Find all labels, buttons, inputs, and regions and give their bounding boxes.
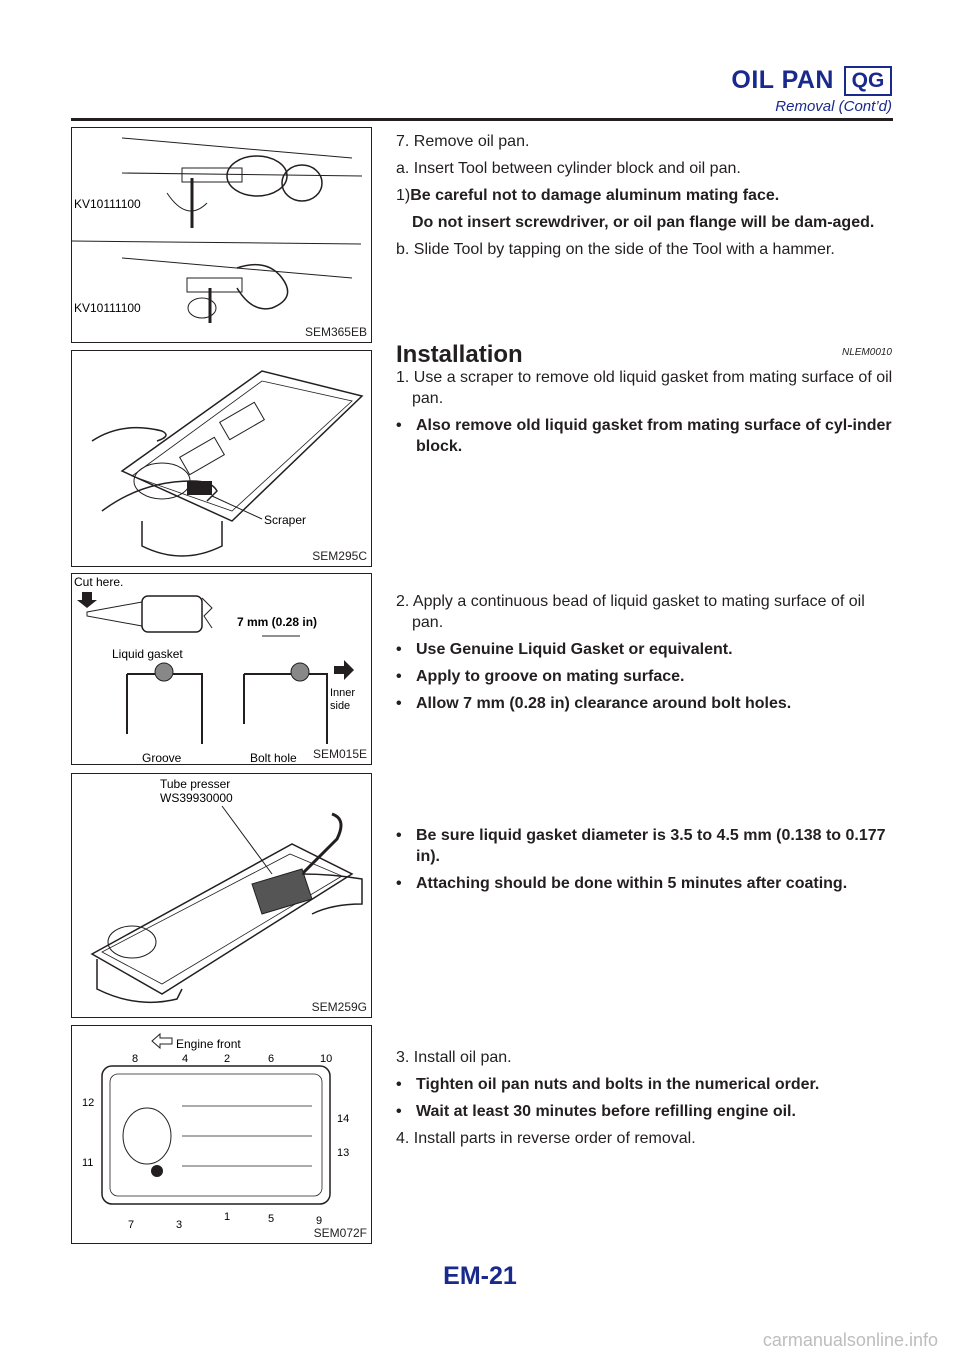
caution-2: Do not insert screwdriver, or oil pan flange will be dam-aged. — [412, 214, 875, 231]
bullet-icon: • — [396, 1076, 402, 1093]
bolt-number-2: 2 — [224, 1053, 231, 1065]
step-a: a. Insert Tool between cylinder block and oil pan. — [396, 160, 741, 177]
caution-number: 1) — [396, 187, 411, 204]
section-install-oil-pan — [396, 1047, 896, 1155]
inner-side-label-1: Inner — [330, 687, 356, 699]
bullet-text: Allow 7 mm (0.28 in) clearance around bolt holes. — [416, 695, 792, 712]
bullet-apply-groove — [396, 666, 896, 687]
bolt-number-12: 12 — [82, 1097, 95, 1109]
bullet-genuine-gasket — [396, 639, 896, 660]
step-b: b. Slide Tool by tapping on the side of the Tool with a hammer. — [396, 241, 835, 258]
bullet-icon: • — [396, 1103, 402, 1120]
caution-1 — [396, 185, 896, 206]
groove-label: Groove — [142, 751, 182, 765]
bullet-remove-gasket-block — [396, 415, 896, 457]
bolt-number-4: 4 — [182, 1053, 189, 1065]
step-2: 2. Apply a continuous bead of liquid gasket to mating surface of oil pan. — [396, 593, 865, 631]
bullet-text: Apply to groove on mating surface. — [416, 668, 685, 685]
bolt-number-7: 7 — [128, 1219, 135, 1231]
cut-here-label: Cut here. — [74, 575, 124, 589]
liquid-gasket-illustration — [72, 574, 372, 765]
bullet-attach-time — [396, 873, 896, 894]
figure-code: SEM365EB — [304, 325, 367, 339]
installation-heading — [396, 341, 896, 368]
bolt-number-5: 5 — [268, 1213, 275, 1225]
step-1: 1. Use a scraper to remove old liquid gasket from mating surface of oil pan. — [396, 369, 893, 407]
step-3: 3. Install oil pan. — [396, 1049, 512, 1066]
figure-tightening-order — [71, 1025, 372, 1244]
section-remove-oil-pan — [396, 131, 896, 266]
arrow-icon — [152, 1034, 172, 1048]
figure-code: SEM295C — [312, 549, 367, 563]
page-header — [0, 62, 892, 122]
tube-presser-label-1: Tube presser — [160, 777, 231, 791]
figure-oil-pan-removal — [71, 127, 372, 343]
scraper-callout: Scraper — [264, 513, 307, 527]
figure-tube-presser — [71, 773, 372, 1018]
bolt-number-11: 11 — [82, 1157, 94, 1169]
bolt-number-14: 14 — [337, 1113, 350, 1125]
watermark: carmanualsonline.info — [762, 1330, 938, 1350]
bullet-icon: • — [396, 827, 402, 844]
bullet-wait-30 — [396, 1101, 896, 1122]
bullet-text: Wait at least 30 minutes before refilling engine oil. — [416, 1103, 796, 1120]
bullet-icon: • — [396, 875, 402, 892]
step-7: 7. Remove oil pan. — [396, 133, 530, 150]
bolt-number-1: 1 — [224, 1211, 231, 1223]
figure-code: SEM259G — [311, 1000, 367, 1014]
bolt-number-10: 10 — [320, 1053, 333, 1065]
bullet-icon: • — [396, 695, 402, 712]
figure-code: SEM072F — [313, 1226, 367, 1240]
heading-text: Installation — [396, 341, 523, 368]
section-gasket-diameter — [396, 825, 896, 900]
bullet-text: Use Genuine Liquid Gasket or equivalent. — [416, 641, 733, 658]
liquid-gasket-label: Liquid gasket — [112, 647, 183, 661]
oil-pan-removal-illustration — [72, 128, 372, 343]
bullet-icon: • — [396, 668, 402, 685]
arrow-icon — [334, 660, 354, 680]
step-4: 4. Install parts in reverse order of removal. — [396, 1130, 696, 1147]
bolt-number-9: 9 — [316, 1215, 323, 1227]
page-number: EM-21 — [443, 1262, 517, 1290]
bullet-text: Tighten oil pan nuts and bolts in the numerical order. — [416, 1076, 820, 1093]
figure-liquid-gasket — [71, 573, 372, 765]
tool-label-bottom: KV10111100 — [74, 301, 141, 315]
bullet-diameter — [396, 825, 896, 867]
engine-front-label: Engine front — [176, 1037, 241, 1051]
tube-presser-label-2: WS39930000 — [160, 791, 233, 805]
caution-text: Be careful not to damage aluminum mating face. — [410, 187, 780, 204]
page-title: OIL PAN — [731, 66, 834, 94]
bullet-tighten-order — [396, 1074, 896, 1095]
engine-badge: QG — [844, 66, 892, 96]
bolt-number-13: 13 — [337, 1147, 350, 1159]
tightening-order-diagram — [72, 1026, 372, 1244]
section-apply-gasket — [396, 591, 896, 720]
inner-side-label-2: side — [330, 700, 351, 712]
bolt-number-8: 8 — [132, 1053, 139, 1065]
bullet-text: Attaching should be done within 5 minutes after coating. — [416, 875, 848, 892]
bullet-text: Also remove old liquid gasket from mating surface of cyl-inder block. — [416, 417, 892, 455]
section-installation — [396, 341, 896, 463]
bullet-text: Be sure liquid gasket diameter is 3.5 to 4.5 mm (0.138 to 0.177 in). — [416, 827, 886, 865]
bolt-number-6: 6 — [268, 1053, 275, 1065]
bullet-icon: • — [396, 417, 402, 434]
bullet-clearance — [396, 693, 896, 714]
page-subtitle: Removal (Cont’d) — [775, 98, 892, 115]
figure-scraper — [71, 350, 372, 567]
scraper-illustration — [72, 351, 372, 567]
tool-label-top: KV10111100 — [74, 197, 141, 211]
bolt-hole-label: Bolt hole — [250, 751, 297, 765]
tube-presser-illustration — [72, 774, 372, 1018]
section-code: NLEM0010 — [841, 347, 892, 358]
bolt-number-3: 3 — [176, 1219, 183, 1231]
bullet-icon: • — [396, 641, 402, 658]
figure-code: SEM015E — [312, 747, 367, 761]
header-rule — [71, 118, 893, 121]
dimension-label: 7 mm (0.28 in) — [237, 615, 318, 629]
arrow-icon — [77, 592, 97, 608]
